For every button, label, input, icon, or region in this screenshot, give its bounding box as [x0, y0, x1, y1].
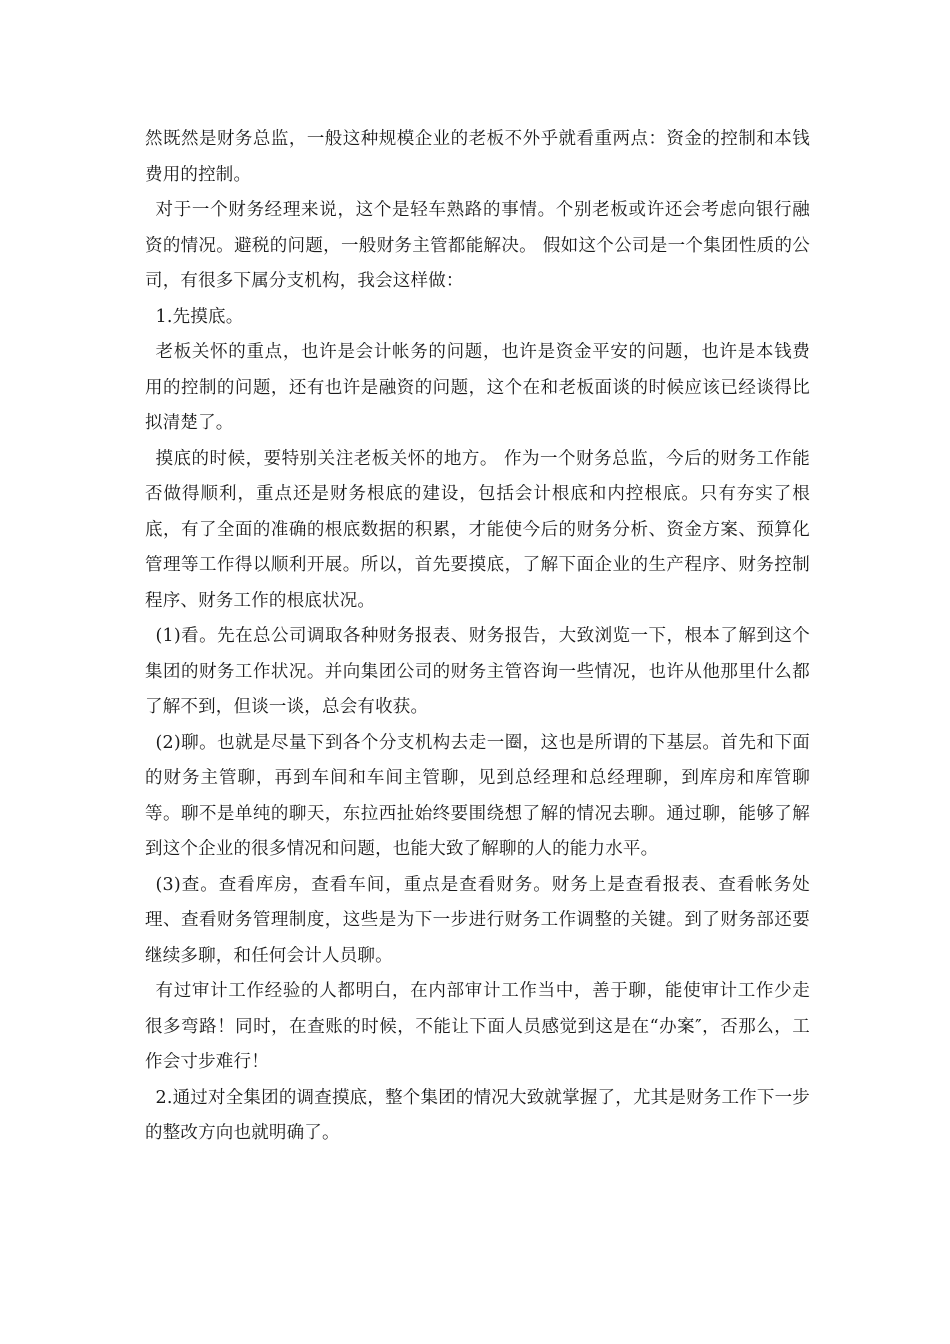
paragraph-chat: (2)聊。也就是尽量下到各个分支机构去走一圈，这也是所谓的下基层。首先和下面的财务主管聊，再到车间和车间主管聊，见到总经理和总经理聊，到库房和库管聊等。聊不是单纯的聊天，东拉西扯始终要围绕想了解的情况去聊。通过聊，能够了解到这个企业的很多情况和问题，也能大致了解聊的人的能力水平。 [145, 732, 810, 859]
paragraph-audit: 有过审计工作经验的人都明白，在内部审计工作当中，善于聊，能使审计工作少走很多弯路！同时，在查账的时候，不能让下面人员感觉到这是在“办案″，否那么，工作会寸步难行！ [145, 981, 810, 1072]
section-heading-1: 1.先摸底。 [155, 306, 244, 327]
paragraph-check: (3)查。查看库房，查看车间，重点是查看财务。财务上是查看报表、查看帐务处理、查看财务管理制度，这些是为下一步进行财务工作调整的关键。到了财务部还要继续多聊，和任何会计人员聊。 [145, 874, 810, 966]
paragraph-3: 老板关怀的重点，也许是会计帐务的问题，也许是资金平安的问题，也许是本钱费用的控制的问题，还有也许是融资的问题，这个在和老板面谈的时候应该已经谈得比拟清楚了。 [145, 342, 810, 433]
section-heading-2: 2.通过对全集团的调查摸底，整个集团的情况大致就掌握了，尤其是财务工作下一步的整改方向也就明确了。 [145, 1087, 810, 1143]
paragraph-1: 然既然是财务总监，一般这种规模企业的老板不外乎就看重两点：资金的控制和本钱费用的控制。 [145, 129, 810, 185]
paragraph-look: (1)看。先在总公司调取各种财务报表、财务报告，大致浏览一下，根本了解到这个集团的财务工作状况。并向集团公司的财务主管咨询一些情况，也许从他那里什么都了解不到，但谈一谈，总会有收获。 [145, 626, 810, 717]
paragraph-4: 摸底的时候，要特别关注老板关怀的地方。 作为一个财务总监，今后的财务工作能否做得顺利，重点还是财务根底的建设，包括会计根底和内控根底。只有夯实了根底，有了全面的准确的根底数据的积累，才能使今后的财务分析、资金方案、预算化管理等工作得以顺利开展。所以，首先要摸底，了解下面企业的生产程序、财务控制程序、财务工作的根底状况。 [145, 448, 810, 611]
document-body [145, 122, 810, 1152]
paragraph-2: 对于一个财务经理来说，这个是轻车熟路的事情。个别老板或许还会考虑向银行融资的情况。避税的问题，一般财务主管都能解决。 假如这个公司是一个集团性质的公司，有很多下属分支机构，我会这样做： [145, 200, 810, 291]
